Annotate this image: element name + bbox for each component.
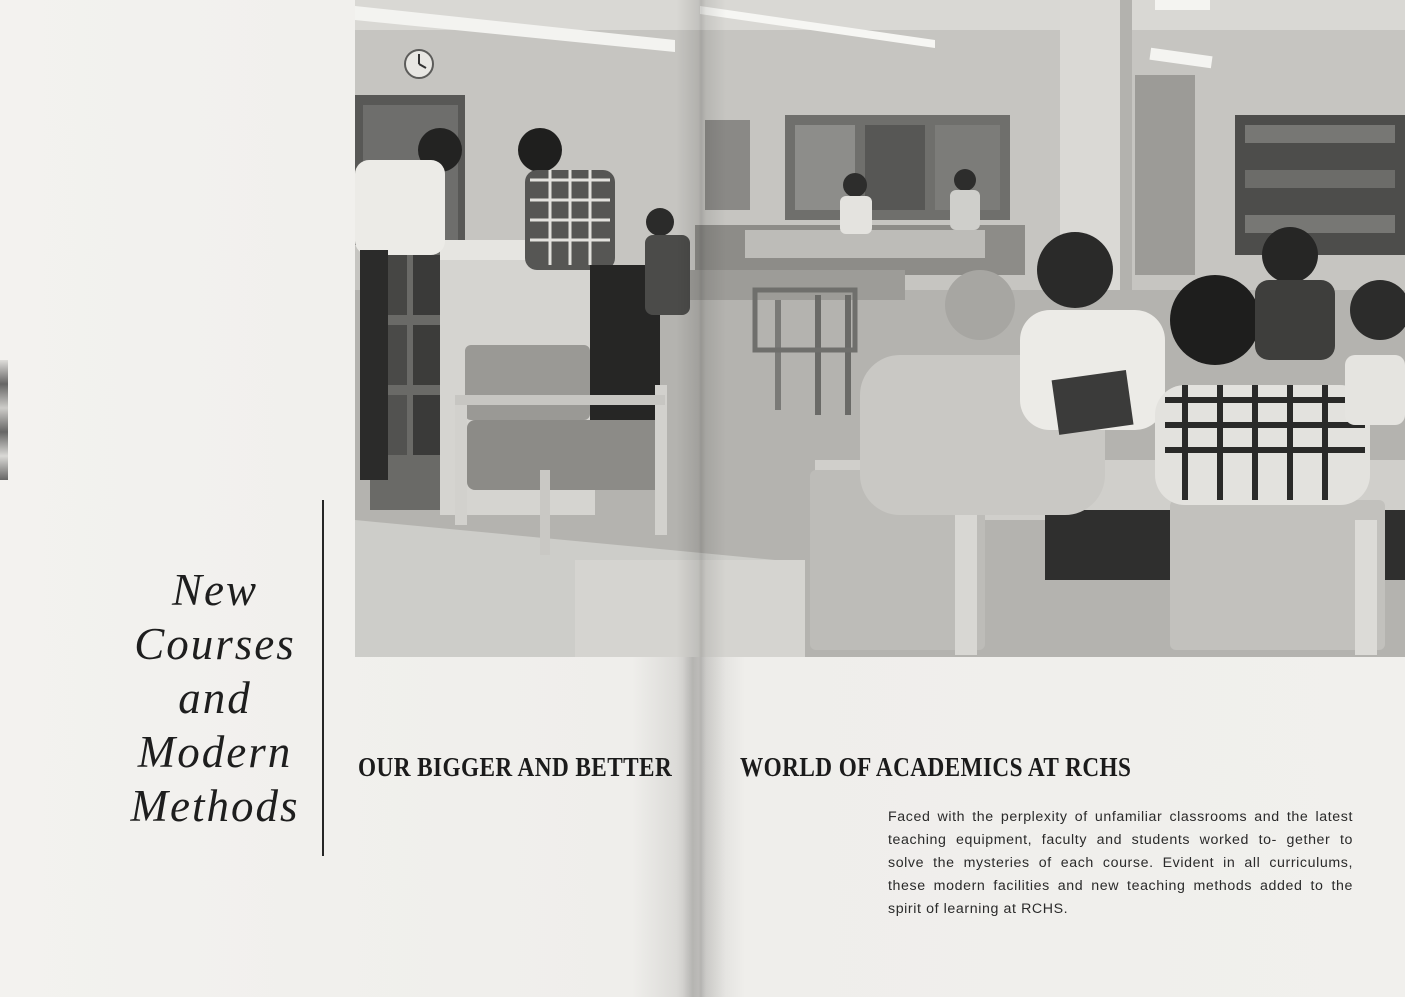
side-title-line: Courses (134, 619, 296, 669)
binding-gutter (676, 0, 726, 997)
vertical-rule (322, 500, 324, 856)
side-title-line: Methods (130, 781, 300, 831)
body-paragraph: Faced with the perplexity of unfamiliar classrooms and the latest teaching equipment, faculty and students worked to- gether to solve the mysteries of each course. Evident in all curriculums, these modern facilities and new teaching methods added to the spirit of learning at RCHS. (888, 809, 1353, 917)
headline-right: WORLD OF ACADEMICS AT RCHS (740, 752, 1132, 782)
side-title-line: Modern (137, 727, 293, 777)
side-title-line: and (178, 673, 252, 723)
side-title (120, 563, 310, 833)
page-edge-shadow (0, 360, 8, 480)
headline-left: OUR BIGGER AND BETTER (358, 752, 673, 782)
library-photo (355, 0, 1405, 657)
side-title-line: New (171, 565, 258, 615)
